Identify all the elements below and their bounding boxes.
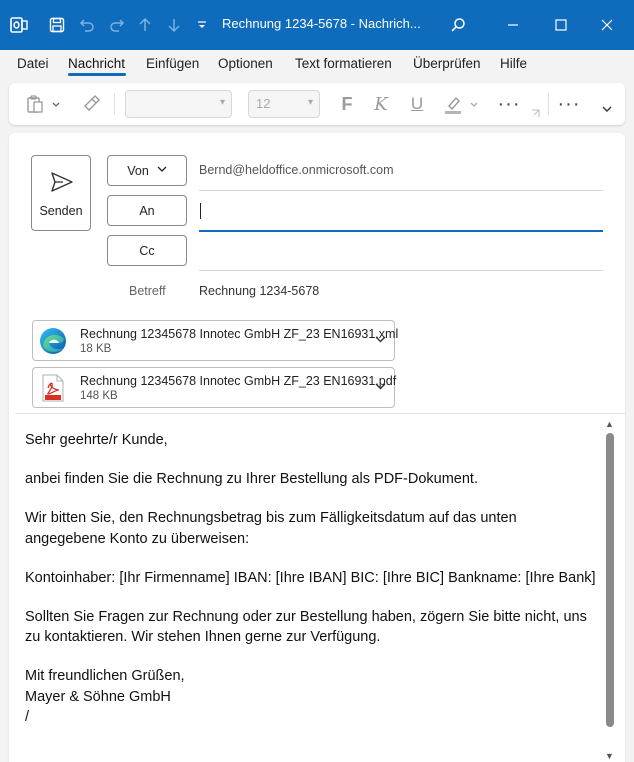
text-caret	[200, 203, 201, 219]
outlook-app-icon[interactable]	[8, 14, 30, 36]
to-label: An	[139, 203, 155, 218]
body-paragraph: anbei finden Sie die Rechnung zu Ihrer Bestellung als PDF-Dokument.	[25, 471, 478, 487]
arrow-down-icon[interactable]	[163, 14, 185, 36]
search-icon[interactable]	[445, 12, 471, 38]
body-closing: Mit freundlichen Grüßen,	[25, 668, 185, 684]
cc-underline	[199, 270, 603, 271]
menu-nachricht[interactable]: Nachricht	[68, 56, 126, 71]
dialog-launcher-icon[interactable]	[529, 107, 541, 119]
title-bar	[0, 0, 634, 50]
chevron-down-icon: ▾	[307, 97, 313, 108]
font-size-value: 12	[256, 96, 271, 111]
send-button[interactable]	[31, 155, 91, 231]
minimize-button[interactable]	[500, 12, 526, 38]
menu-datei[interactable]: Datei	[17, 56, 49, 71]
chevron-down-icon: ▾	[219, 97, 225, 108]
send-icon	[50, 170, 74, 194]
ribbon-separator	[548, 93, 549, 115]
subject-input[interactable]: Rechnung 1234-5678	[199, 284, 320, 298]
scroll-thumb[interactable]	[606, 433, 614, 727]
body-paragraph: Sollten Sie Fragen zur Rechnung oder zur Bestellung haben, zögern Sie bitte nicht, uns zu kontaktieren. Wir stehen Ihnen gerne zur Verfügung.	[25, 608, 587, 645]
to-button[interactable]	[107, 195, 187, 226]
menu-text-formatieren[interactable]: Text formatieren	[295, 56, 392, 71]
menu-ueberpruefen[interactable]: Überprüfen	[413, 56, 481, 71]
body-paragraph: Wir bitten Sie, den Rechnungsbetrag bis zum Fälligkeitsdatum auf das unten angegebene Konto zu überweisen:	[25, 510, 517, 547]
more-format-icon[interactable]: ···	[497, 92, 521, 115]
underline-icon[interactable]: U	[410, 94, 424, 113]
from-underline	[199, 190, 603, 191]
font-size-select[interactable]	[248, 90, 320, 118]
italic-icon[interactable]: K	[374, 93, 388, 115]
undo-icon[interactable]	[76, 14, 98, 36]
maximize-button[interactable]	[548, 12, 574, 38]
body-separator	[15, 413, 625, 414]
attachment-xml[interactable]	[32, 320, 399, 361]
from-address: Bernd@heldoffice.onmicrosoft.com	[199, 163, 394, 177]
vertical-scrollbar[interactable]	[603, 417, 617, 762]
format-painter-icon[interactable]	[79, 92, 103, 116]
window-title: Rechnung 1234-5678 - Nachrich...	[222, 16, 421, 31]
chevron-down-icon	[157, 165, 167, 176]
to-underline	[199, 230, 603, 232]
menu-einfuegen[interactable]: Einfügen	[146, 56, 200, 71]
scroll-up-arrow-icon[interactable]: ▲	[605, 419, 614, 429]
send-label: Senden	[39, 204, 83, 218]
body-greeting: Sehr geehrte/r Kunde,	[25, 432, 168, 448]
highlight-dropdown-icon[interactable]	[467, 92, 481, 116]
customize-toolbar-icon[interactable]	[191, 14, 213, 36]
paste-dropdown-icon[interactable]	[49, 92, 63, 116]
body-company: Mayer & Söhne GmbH	[25, 688, 171, 705]
from-button[interactable]	[107, 155, 187, 186]
scroll-down-arrow-icon[interactable]: ▼	[605, 751, 614, 761]
ribbon-separator	[114, 93, 115, 115]
attachment-pdf[interactable]	[32, 367, 395, 408]
ribbon	[9, 83, 625, 125]
menu-optionen[interactable]: Optionen	[218, 56, 273, 71]
message-body[interactable]	[25, 430, 597, 728]
subject-label: Betreff	[129, 284, 166, 298]
menu-hilfe[interactable]: Hilfe	[500, 56, 528, 71]
cc-button[interactable]	[107, 235, 187, 266]
edge-icon	[38, 326, 68, 356]
ribbon-expand-icon[interactable]	[599, 101, 615, 117]
from-label: Von	[127, 163, 149, 178]
save-icon[interactable]	[46, 14, 68, 36]
redo-icon[interactable]	[106, 14, 128, 36]
cc-label: Cc	[139, 243, 155, 258]
attachment-name: Rechnung 12345678 Innotec GmbH ZF_23 EN16931.pdf	[80, 374, 397, 388]
pdf-icon	[38, 373, 68, 403]
more-commands-icon[interactable]: ···	[557, 92, 581, 115]
body-signature: /	[25, 709, 30, 725]
compose-panel	[9, 133, 625, 762]
attachment-menu-chevron-icon[interactable]	[375, 334, 386, 346]
arrow-up-icon[interactable]	[134, 14, 156, 36]
active-tab-indicator	[68, 73, 126, 76]
paste-icon[interactable]	[23, 92, 47, 116]
attachment-size: 18 KB	[80, 343, 112, 355]
bold-icon[interactable]: F	[341, 93, 353, 114]
attachment-name: Rechnung 12345678 Innotec GmbH ZF_23 EN16931.xml	[80, 327, 399, 341]
attachment-size: 148 KB	[80, 390, 118, 402]
highlight-icon[interactable]	[441, 92, 465, 116]
font-name-select[interactable]	[125, 90, 232, 118]
close-button[interactable]	[594, 12, 620, 38]
body-paragraph: Kontoinhaber: [Ihr Firmenname] IBAN: [Ihre IBAN] BIC: [Ihre BIC] Bankname: [Ihre Bank]	[25, 569, 596, 586]
attachment-menu-chevron-icon[interactable]	[375, 381, 386, 393]
